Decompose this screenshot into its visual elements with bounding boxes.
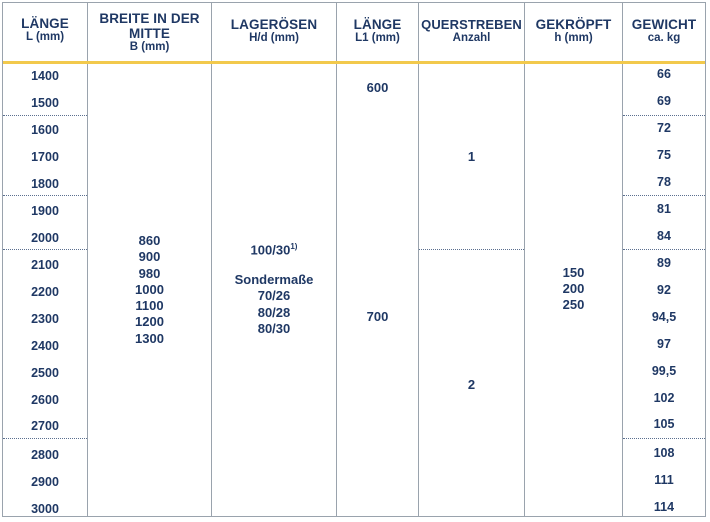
weight-value: 94,5 <box>651 310 677 324</box>
weight-value: 111 <box>654 473 674 487</box>
weight-value: 75 <box>657 148 671 162</box>
row-divider <box>623 195 705 196</box>
weight-value: 97 <box>657 337 671 351</box>
header-title: GEKRÖPFT <box>535 17 612 32</box>
weight-value: 81 <box>657 202 671 216</box>
row-divider <box>3 249 87 250</box>
weight-value: 78 <box>657 175 671 189</box>
row-divider <box>3 438 87 439</box>
row-divider <box>3 195 87 196</box>
length-value: 2000 <box>31 231 59 245</box>
weight-value: 92 <box>657 283 671 297</box>
querstreben-value: 1 <box>467 149 476 164</box>
length-value: 1700 <box>31 150 59 164</box>
header-querstreben <box>419 3 524 61</box>
special-value: 80/30 <box>257 320 291 336</box>
weight-value: 72 <box>657 121 671 135</box>
querstreben-value: 2 <box>467 377 476 392</box>
row-divider <box>3 115 87 116</box>
weight-value: 99,5 <box>651 364 677 378</box>
length-value: 2300 <box>31 312 59 326</box>
gekroepft-values <box>525 265 622 313</box>
header-unit: L1 (mm) <box>355 32 400 44</box>
column-weight <box>623 3 705 516</box>
column-querstreben <box>419 3 524 516</box>
width-value: 860 <box>138 233 161 248</box>
header-title: LAGERÖSEN <box>230 17 318 32</box>
weight-value: 108 <box>653 446 675 460</box>
length-value: 2600 <box>31 393 59 407</box>
length-value: 2800 <box>31 448 59 462</box>
header-length <box>3 3 87 61</box>
weight-value: 114 <box>653 500 675 514</box>
header-title: QUERSTREBEN <box>421 17 522 32</box>
gekroepft-value: 150 <box>562 265 585 280</box>
width-value: 1200 <box>135 314 164 330</box>
weight-value: 69 <box>657 94 671 108</box>
row-divider <box>623 249 705 250</box>
gekroepft-value: 250 <box>562 297 585 312</box>
length-value: 2100 <box>31 258 59 272</box>
special-value: 70/26 <box>257 288 291 304</box>
column-length <box>3 3 87 516</box>
product-table <box>2 2 706 517</box>
weight-value: 105 <box>653 417 675 431</box>
length-value: 1900 <box>31 204 59 218</box>
header-unit: ca. kg <box>647 32 681 44</box>
header-title: GEWICHT <box>631 17 697 32</box>
special-label: Sondermaße <box>234 272 314 287</box>
length-value: 1800 <box>31 177 59 191</box>
row-divider <box>419 249 524 250</box>
gekroepft-value: 200 <box>562 281 585 296</box>
width-value: 1000 <box>135 281 164 297</box>
footnote-marker: 1) <box>290 242 298 251</box>
header-title: LÄNGE <box>21 16 69 31</box>
l1-value: 600 <box>366 80 389 95</box>
weight-value: 89 <box>657 256 671 270</box>
column-gekroepft <box>525 3 622 516</box>
length-value: 1500 <box>31 96 59 110</box>
length-value: 2200 <box>31 285 59 299</box>
column-l1 <box>337 3 418 516</box>
lageroesen-special <box>212 272 336 337</box>
row-divider <box>623 115 705 116</box>
header-title: LÄNGE <box>353 17 402 32</box>
width-value: 980 <box>138 265 161 281</box>
l1-value: 700 <box>366 309 389 324</box>
lageroesen-value: 100/30 <box>250 242 291 258</box>
header-divider <box>3 61 705 64</box>
header-unit: Anzahl <box>452 32 491 44</box>
weight-value: 66 <box>657 67 671 81</box>
column-width <box>88 3 211 516</box>
column-lageroesen <box>212 3 336 516</box>
header-title: BREITE IN DER MITTE <box>99 11 200 41</box>
header-gekroepft <box>525 3 622 61</box>
width-value: 900 <box>138 249 161 265</box>
length-value: 3000 <box>31 502 59 516</box>
length-value: 1600 <box>31 123 59 137</box>
length-value: 2500 <box>31 366 59 380</box>
header-weight <box>623 3 705 61</box>
special-value: 80/28 <box>257 304 291 320</box>
weight-value: 102 <box>653 391 675 405</box>
header-unit: B (mm) <box>129 41 170 53</box>
header-unit: h (mm) <box>554 32 593 44</box>
header-unit: H/d (mm) <box>249 32 299 44</box>
header-unit: L (mm) <box>25 31 65 43</box>
header-width <box>88 3 211 61</box>
lageroesen-main <box>212 239 336 258</box>
weight-value: 84 <box>657 229 671 243</box>
width-value: 1100 <box>135 298 164 314</box>
header-lageroesen <box>212 3 336 61</box>
length-value: 1400 <box>31 69 59 83</box>
length-value: 2400 <box>31 339 59 353</box>
length-value: 2700 <box>31 419 59 433</box>
length-value: 2900 <box>31 475 59 489</box>
width-value: 1300 <box>135 330 164 346</box>
row-divider <box>623 438 705 439</box>
width-values <box>88 233 211 347</box>
header-l1 <box>337 3 418 61</box>
